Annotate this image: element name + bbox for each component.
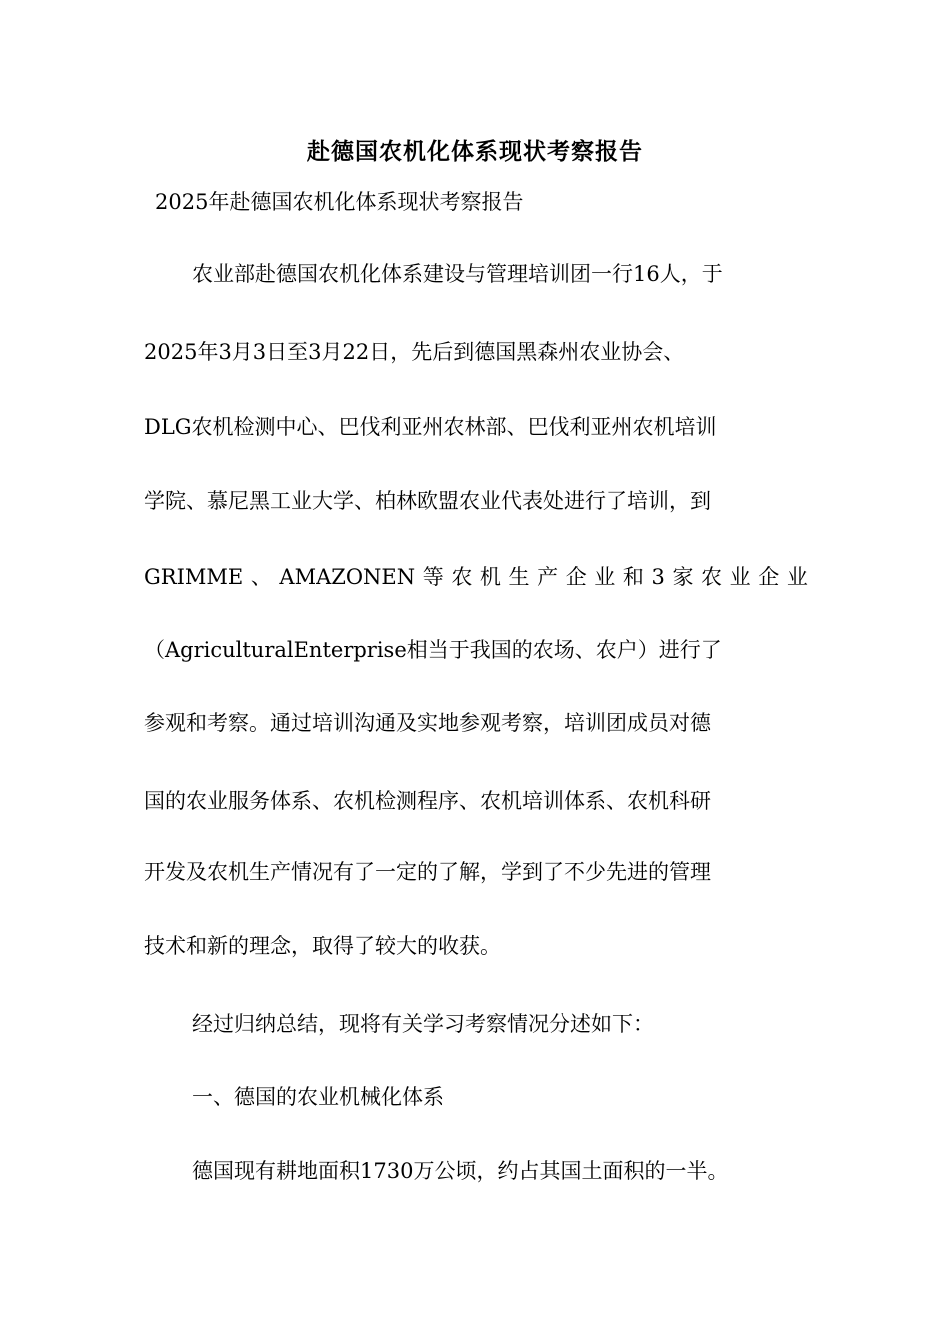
paragraph-line: （AgriculturalEnterprise相当于我国的农场、农户）进行了: [144, 638, 722, 662]
text-token: 机: [479, 565, 501, 589]
justified-paragraph-line: [144, 561, 808, 593]
text-token: AMAZONEN: [279, 565, 416, 589]
text-token: 生: [508, 565, 530, 589]
paragraph-line: 德国现有耕地面积1730万公顷，约占其国土面积的一半。: [192, 1159, 729, 1183]
text-token: 和: [622, 565, 644, 589]
text-token: 农: [451, 565, 473, 589]
paragraph-line: DLG农机检测中心、巴伐利亚州农林部、巴伐利亚州农机培训: [144, 415, 717, 439]
text-token: 业: [786, 565, 808, 589]
text-token: 家: [672, 565, 694, 589]
document-title: 赴德国农机化体系现状考察报告: [307, 139, 643, 165]
paragraph-line: 国的农业服务体系、农机检测程序、农机培训体系、农机科研: [144, 789, 711, 813]
text-token: 农: [701, 565, 723, 589]
text-token: 业: [594, 565, 616, 589]
text-token: GRIMME: [144, 565, 244, 589]
paragraph-line: 农业部赴德国农机化体系建设与管理培训团一行16人，于: [192, 262, 723, 286]
text-token: 业: [729, 565, 751, 589]
text-token: 、: [250, 565, 272, 589]
paragraph-line: 经过归纳总结，现将有关学习考察情况分述如下：: [192, 1012, 654, 1036]
section-heading: 一、德国的农业机械化体系: [192, 1085, 444, 1109]
paragraph-line: 2025年3月3日至3月22日，先后到德国黑森州农业协会、: [144, 340, 685, 364]
text-token: 3: [651, 565, 665, 589]
paragraph-line: 学院、慕尼黑工业大学、柏林欧盟农业代表处进行了培训，到: [144, 489, 711, 513]
paragraph-line: 技术和新的理念，取得了较大的收获。: [144, 934, 501, 958]
paragraph-line: 参观和考察。通过培训沟通及实地参观考察，培训团成员对德: [144, 711, 711, 735]
text-token: 产: [537, 565, 559, 589]
paragraph-line: 开发及农机生产情况有了一定的了解，学到了不少先进的管理: [144, 860, 711, 884]
text-token: 等: [422, 565, 444, 589]
text-token: 企: [565, 565, 587, 589]
text-token: 企: [758, 565, 780, 589]
document-subtitle: 2025年赴德国农机化体系现状考察报告: [155, 190, 524, 214]
